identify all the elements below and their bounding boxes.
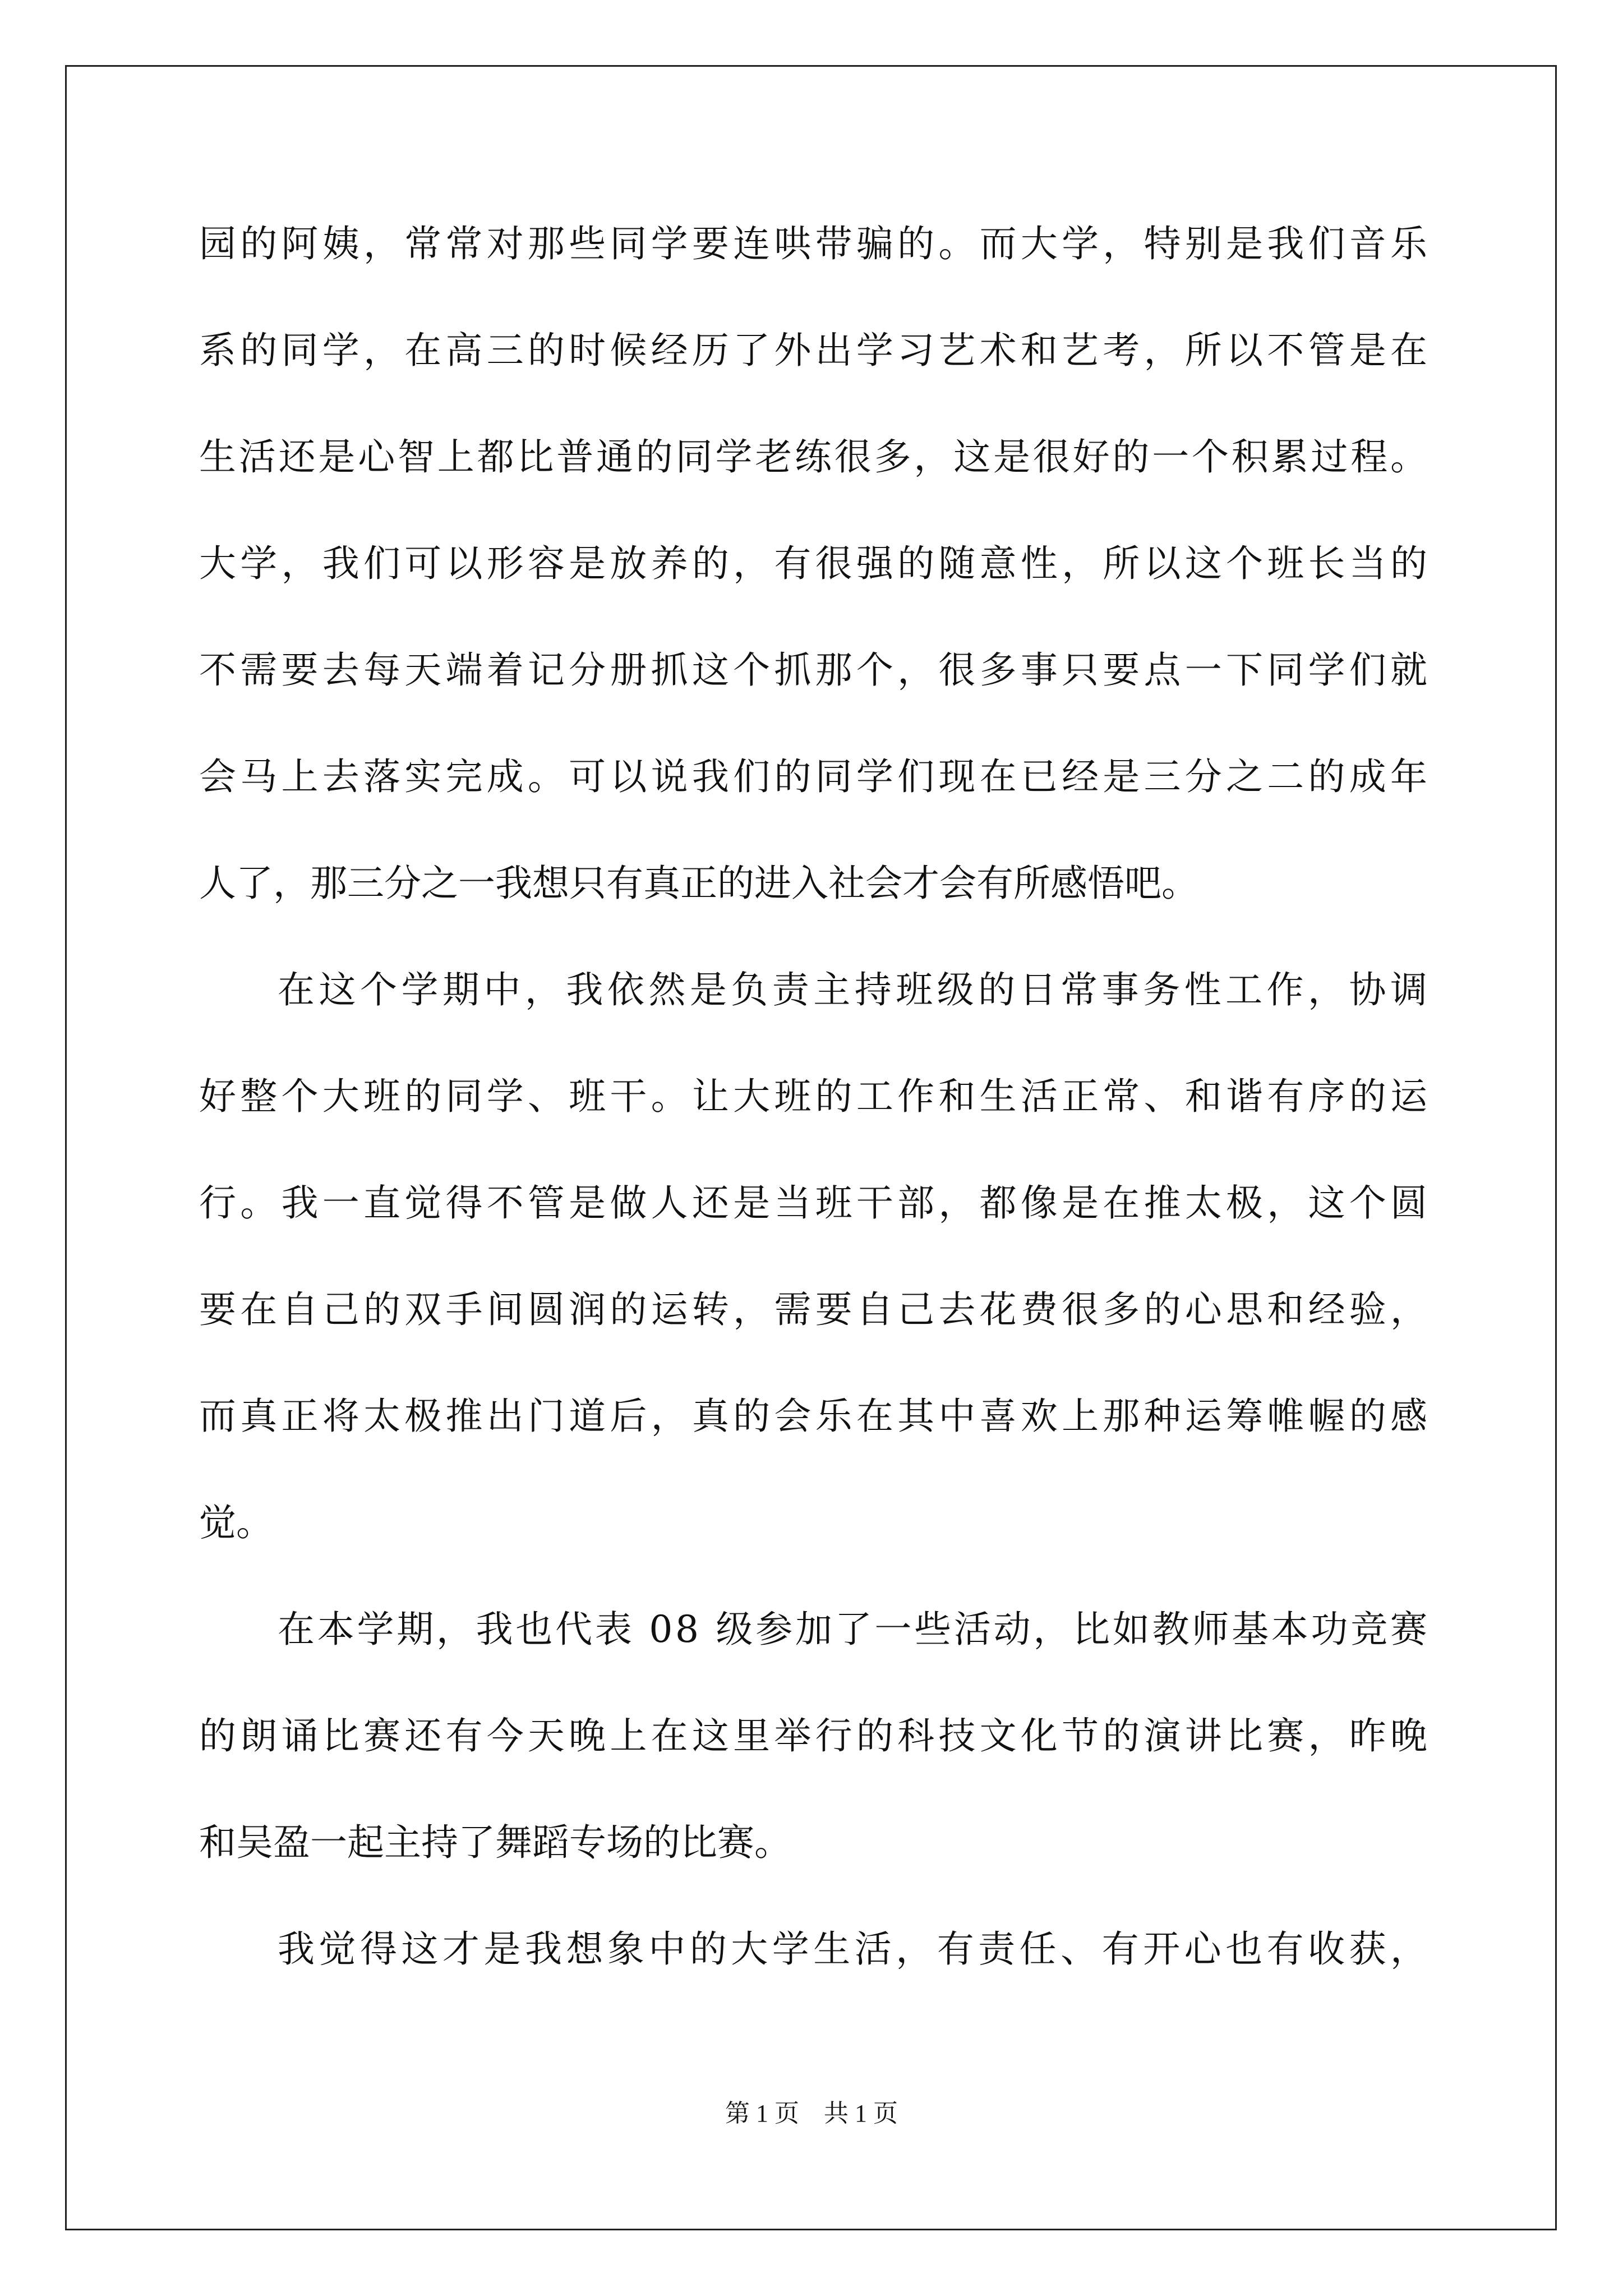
text-line: 生活还是心智上都比普通的同学老练很多，这是很好的一个积累过程。	[199, 435, 1430, 478]
text-line: 不需要去每天端着记分册抓这个抓那个，很多事只要点一下同学们就	[199, 648, 1432, 692]
text-line: 系的同学，在高三的时候经历了外出学习艺术和艺考，所以不管是在	[199, 329, 1432, 372]
paragraph-start-line: 在这个学期中，我依然是负责主持班级的日常事务性工作，协调	[278, 968, 1432, 1011]
text-line: 大学，我们可以形容是放养的，有很强的随意性，所以这个班长当的	[199, 542, 1432, 585]
paragraph-start-line: 在本学期，我也代表 08 级参加了一些活动，比如教师基本功竞赛	[278, 1608, 1430, 1651]
text-line: 行。我一直觉得不管是做人还是当班干部，都像是在推太极，这个圆	[199, 1181, 1432, 1225]
paragraph-start-line: 我觉得这才是我想象中的大学生活，有责任、有开心也有收获，	[278, 1927, 1432, 1971]
text-line: 要在自己的双手间圆润的运转，需要自己去花费很多的心思和经验，	[199, 1288, 1432, 1331]
text-line: 和吴盈一起主持了舞蹈专场的比赛。	[199, 1821, 791, 1864]
document-body	[199, 213, 1432, 2025]
text-line: 人了，那三分之一我想只有真正的进入社会才会有所感悟吧。	[199, 862, 1198, 905]
text-line: 好整个大班的同学、班干。让大班的工作和生活正常、和谐有序的运	[199, 1075, 1432, 1118]
text-line: 园的阿姨，常常对那些同学要连哄带骗的。而大学，特别是我们音乐	[199, 222, 1432, 265]
text-line: 会马上去落实完成。可以说我们的同学们现在已经是三分之二的成年	[199, 755, 1432, 798]
text-line: 的朗诵比赛还有今天晚上在这里举行的科技文化节的演讲比赛，昨晚	[199, 1714, 1432, 1757]
text-line: 觉。	[199, 1501, 273, 1544]
page-number-footer: 第 1 页 共 1 页	[725, 2100, 898, 2127]
text-line: 而真正将太极推出门道后，真的会乐在其中喜欢上那种运筹帷幄的感	[199, 1395, 1432, 1438]
